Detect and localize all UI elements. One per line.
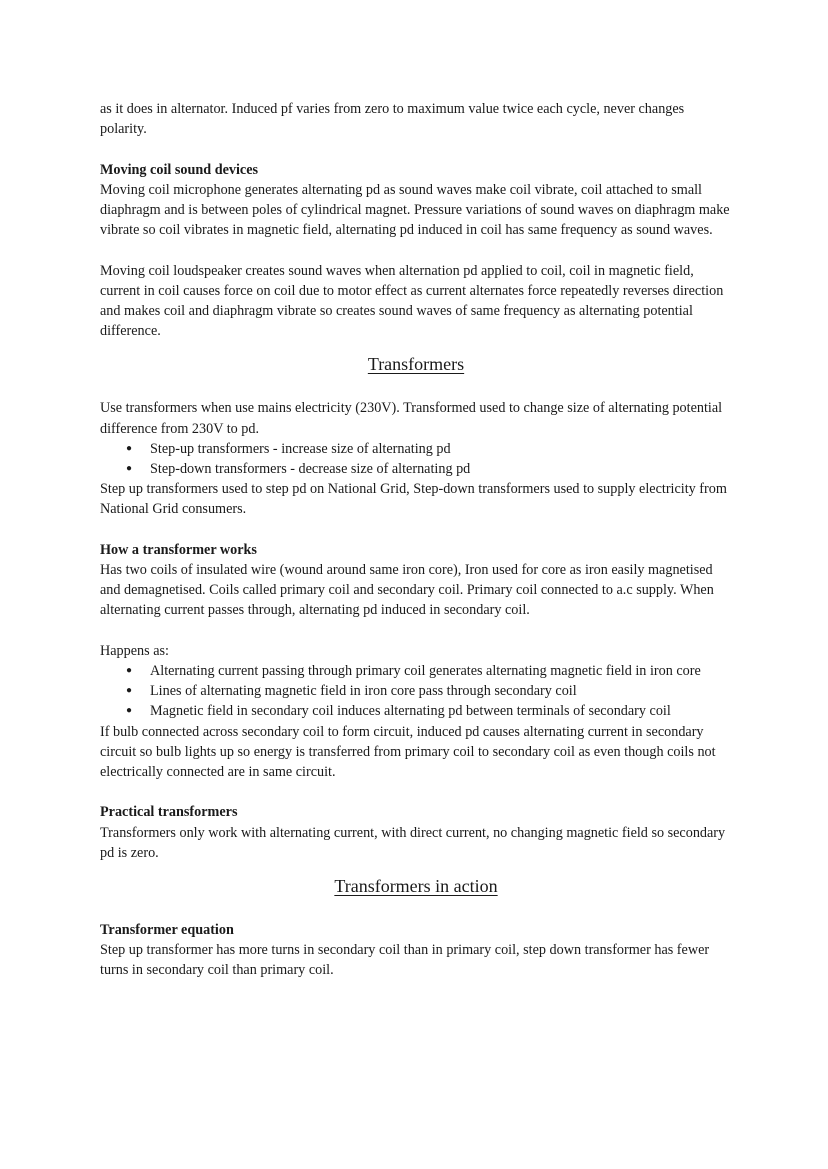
transformers-intro: Use transformers when use mains electricity (230V). Transformed used to change size of alternating potential difference from 230V to pd. [100, 400, 723, 437]
document-page [100, 99, 732, 981]
in-action-title: Transformers in action [334, 876, 498, 897]
how-it-works-heading: How a transformer works [100, 541, 257, 558]
microphone-paragraph: Moving coil microphone generates alternating pd as sound waves make coil vibrate, coil attached to small diaphragm and is between poles of cylindrical magnet. Pressure variations of sound waves on diaphragm make vibrate so coil vibrates in magnetic field, alternating pd induced in coil has same frequency as sound waves. [100, 181, 730, 239]
steps-list [100, 661, 732, 722]
transformers-title: Transformers [367, 354, 465, 375]
moving-coil-heading: Moving coil sound devices [100, 161, 259, 178]
list-item: ● Magnetic field in secondary coil induces alternating pd between terminals of secondary coil [100, 701, 732, 721]
practical-paragraph: Transformers only work with alternating current, with direct current, no changing magnetic field so secondary pd is zero. [100, 824, 726, 861]
practical-heading: Practical transformers [100, 804, 238, 821]
transformer-types-list [100, 439, 732, 479]
how-it-works-paragraph: Has two coils of insulated wire (wound around same iron core), Iron used for core as iron easily magnetised and demagnetised. Coils called primary coil and secondary coil. Primary coil connected to a.c supply. When alternating current passes through, alternating pd induced in secondary coil. [100, 562, 714, 619]
list-item: ● Lines of alternating magnetic field in iron core pass through secondary coil [100, 681, 732, 701]
list-item: ● Step-up transformers - increase size of alternating pd [100, 439, 732, 459]
intro-paragraph: as it does in alternator. Induced pf varies from zero to maximum value twice each cycle, never changes polarity. [100, 101, 685, 138]
loudspeaker-paragraph: Moving coil loudspeaker creates sound waves when alternation pd applied to coil, coil in magnetic field, current in coil causes force on coil due to motor effect as current alternates force repeatedly reverses direction and makes coil and diaphragm vibrate so creates sound waves of same frequency as alternating potential difference. [100, 262, 724, 340]
equation-paragraph: Step up transformer has more turns in secondary coil than in primary coil, step down transformer has fewer turns in secondary coil than primary coil. [100, 942, 710, 979]
list-item: ● Step-down transformers - decrease size of alternating pd [100, 459, 732, 479]
happens-label: Happens as: [100, 642, 169, 659]
bulb-paragraph: If bulb connected across secondary coil to form circuit, induced pd causes alternating current in secondary circuit so bulb lights up so energy is transferred from primary coil to secondary coil as even though coils not electrically connected are in same circuit. [100, 723, 716, 781]
equation-heading: Transformer equation [100, 922, 234, 939]
transformers-usage: Step up transformers used to step pd on National Grid, Step-down transformers used to supply electricity from National Grid consumers. [100, 481, 727, 518]
list-item: ● Alternating current passing through primary coil generates alternating magnetic field in iron core [100, 661, 732, 681]
